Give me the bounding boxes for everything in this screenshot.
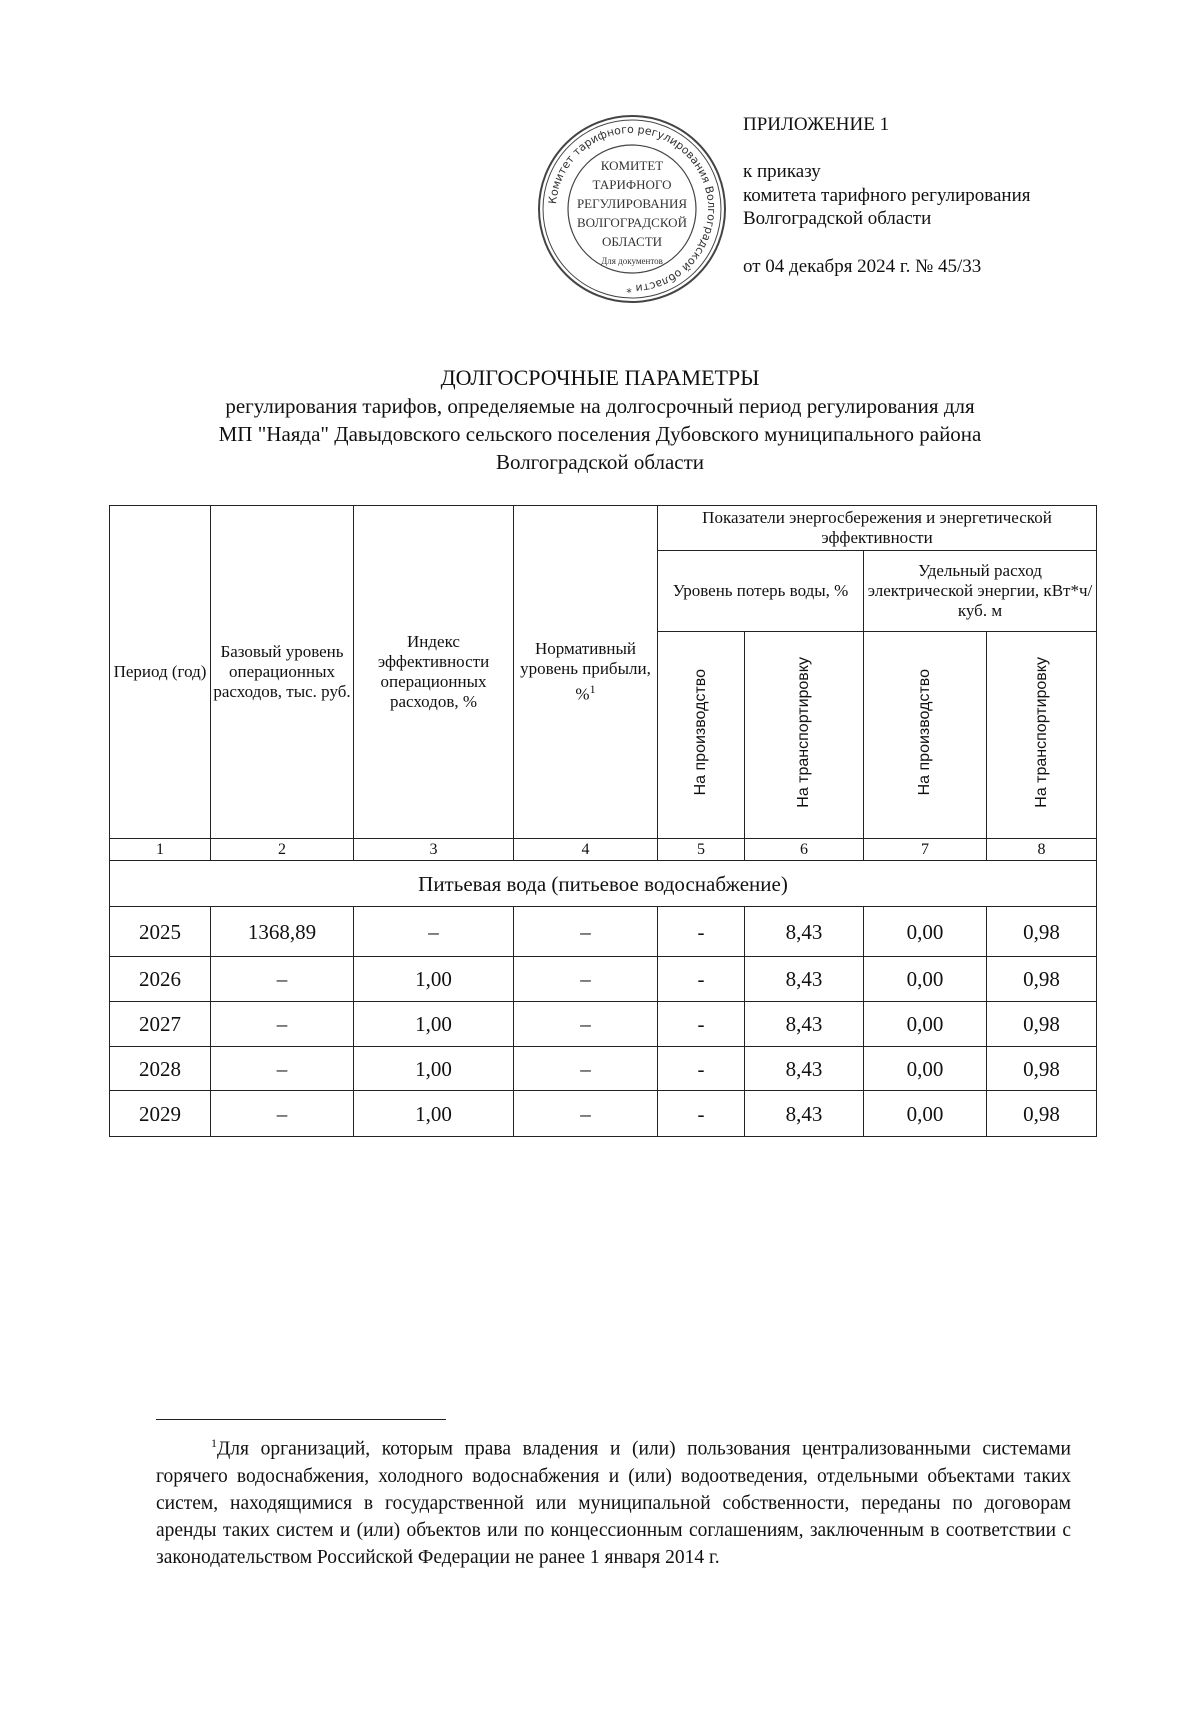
table-cell: 8,43 [745, 1047, 864, 1091]
table-cell: 8,43 [745, 1002, 864, 1047]
header-base-opex: Базовый уровень операционных расходов, тыс. руб. [211, 506, 354, 839]
table-row [110, 1091, 1097, 1137]
svg-text:Для документов: Для документов [601, 256, 663, 266]
table-cell: 2028 [110, 1047, 211, 1091]
table-cell: - [658, 957, 745, 1002]
table-cell: – [211, 1047, 354, 1091]
footnote [156, 1430, 1071, 1571]
appendix-date: от 04 декабря 2024 г. № 45/33 [743, 256, 982, 277]
header-electricity-production [864, 632, 987, 839]
header-losses-production [658, 632, 745, 839]
appendix-committee-line: комитета тарифного регулирования [743, 185, 1031, 206]
table-cell: - [658, 907, 745, 957]
document-subtitle-3: Волгоградской области [495, 450, 705, 474]
table-cell: 2026 [110, 957, 211, 1002]
table-cell: 0,98 [987, 957, 1097, 1002]
footnote-mark: 1 [211, 1436, 217, 1450]
svg-text:ОБЛАСТИ: ОБЛАСТИ [601, 234, 663, 249]
table-cell: 0,00 [864, 1002, 987, 1047]
table-cell: 0,98 [987, 907, 1097, 957]
footnote-ref: 1 [589, 682, 596, 697]
header-period: Период (год) [110, 506, 211, 839]
svg-text:ВОЛГОГРАДСКОЙ: ВОЛГОГРАДСКОЙ [577, 215, 687, 230]
table-cell: 1,00 [354, 957, 514, 1002]
header-electricity-transport-text: На транспортировку [1032, 657, 1050, 808]
table-cell: 2027 [110, 1002, 211, 1047]
section-drinking-water: Питьевая вода (питьевое водоснабжение) [110, 861, 1097, 907]
table-cell: – [211, 957, 354, 1002]
official-seal [535, 112, 729, 306]
header-losses-transport [745, 632, 864, 839]
col-number: 8 [987, 839, 1097, 861]
appendix-label: ПРИЛОЖЕНИЕ 1 [743, 114, 890, 135]
col-number: 1 [110, 839, 211, 861]
table-cell: 2029 [110, 1091, 211, 1137]
document-subtitle-2: МП "Наяда" Давыдовского сельского поселения Дубовского муниципального района [218, 422, 982, 446]
table-cell: 2025 [110, 907, 211, 957]
appendix-region-line: Волгоградской области [743, 208, 932, 229]
table-cell: – [514, 1047, 658, 1091]
header-profit-level [514, 506, 658, 839]
parameters-table [109, 505, 1097, 1137]
col-number: 2 [211, 839, 354, 861]
table-row [110, 957, 1097, 1002]
svg-text:РЕГУЛИРОВАНИЯ: РЕГУЛИРОВАНИЯ [576, 196, 688, 211]
table-cell: 1,00 [354, 1002, 514, 1047]
header-electricity-production-text: На производство [916, 669, 933, 796]
svg-text:ТАРИФНОГО: ТАРИФНОГО [592, 177, 672, 192]
header-energy-group: Показатели энергосбережения и энергетической эффективности [658, 506, 1097, 551]
table-cell: 0,98 [987, 1091, 1097, 1137]
document-subtitle-1: регулирования тарифов, определяемые на долгосрочный период регулирования для [225, 394, 975, 418]
header-electricity: Удельный расход электрической энергии, кВт*ч/куб. м [864, 551, 1097, 632]
table-row [110, 907, 1097, 957]
table-cell: 1,00 [354, 1091, 514, 1137]
col-number: 5 [658, 839, 745, 861]
header-electricity-transport [987, 632, 1097, 839]
header-profit-text: Нормативный уровень прибыли, % [520, 639, 651, 704]
table-cell: 8,43 [745, 907, 864, 957]
table-cell: 0,00 [864, 1091, 987, 1137]
table-cell: – [211, 1002, 354, 1047]
table-row [110, 1047, 1097, 1091]
header-losses-production-text: На производство [692, 669, 709, 796]
table-cell: 1,00 [354, 1047, 514, 1091]
table-cell: – [514, 907, 658, 957]
header-losses-transport-text: На транспортировку [795, 657, 812, 808]
table-cell: 8,43 [745, 1091, 864, 1137]
table-cell: - [658, 1047, 745, 1091]
col-number: 6 [745, 839, 864, 861]
table-cell: 0,00 [864, 957, 987, 1002]
svg-text:Комитет тарифного регулировани: Комитет тарифного регулирования Волгоградской области * [546, 122, 719, 296]
table-cell: – [211, 1091, 354, 1137]
table-cell: – [514, 957, 658, 1002]
col-number: 4 [514, 839, 658, 861]
appendix-order-line: к приказу [743, 161, 821, 182]
table-cell: 1368,89 [211, 907, 354, 957]
col-number: 3 [354, 839, 514, 861]
table-cell: – [514, 1002, 658, 1047]
table-cell: – [514, 1091, 658, 1137]
table-cell: - [658, 1091, 745, 1137]
table-cell: 0,98 [987, 1047, 1097, 1091]
col-number: 7 [864, 839, 987, 861]
header-water-losses: Уровень потерь воды, % [658, 551, 864, 632]
svg-text:КОМИТЕТ: КОМИТЕТ [600, 158, 664, 173]
table-row [110, 1002, 1097, 1047]
header-efficiency-index: Индекс эффективности операционных расходов, % [354, 506, 514, 839]
table-cell: – [354, 907, 514, 957]
table-cell: - [658, 1002, 745, 1047]
column-numbers-row [110, 839, 1097, 861]
table-cell: 0,98 [987, 1002, 1097, 1047]
footnote-divider [156, 1419, 446, 1420]
table-cell: 0,00 [864, 1047, 987, 1091]
table-cell: 8,43 [745, 957, 864, 1002]
footnote-text: Для организаций, которым права владения и (или) пользования централизованными системами горячего водоснабжения, холодного водоснабжения и (или) водоотведения, отдельными объектами таких систем, находящимися в государственной или муниципальной собственности, переданы по договорам аренды таких систем и (или) объектов или по концессионным соглашениям, заключенным в соответствии с законодательством Российской Федерации не ранее 1 января 2014 г. [156, 1438, 1071, 1568]
table-cell: 0,00 [864, 907, 987, 957]
document-title: ДОЛГОСРОЧНЫЕ ПАРАМЕТРЫ [440, 365, 760, 390]
